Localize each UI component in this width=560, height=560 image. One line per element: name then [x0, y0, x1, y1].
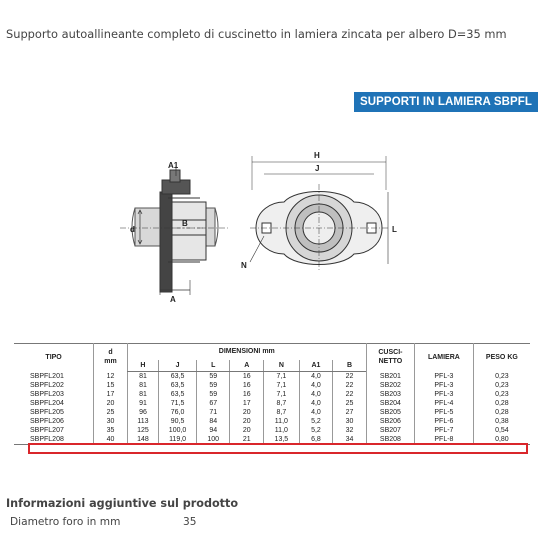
table-cell: 67 — [196, 399, 230, 408]
table-cell: 4,0 — [299, 381, 333, 390]
table-cell: 17 — [230, 399, 264, 408]
table-cell: 0,28 — [473, 408, 530, 417]
table-cell: 4,0 — [299, 372, 333, 382]
table-cell: 17 — [94, 390, 128, 399]
table-cell: SB205 — [366, 408, 414, 417]
table-cell: SB207 — [366, 426, 414, 435]
table-cell: 25 — [94, 408, 128, 417]
header-d: d mm — [94, 343, 128, 372]
table-cell: PFL-4 — [415, 399, 474, 408]
table-cell: SB201 — [366, 372, 414, 382]
table-cell: 63,5 — [159, 372, 197, 382]
table-row — [14, 435, 530, 445]
table-cell: 30 — [333, 417, 367, 426]
table-cell: 5,2 — [299, 417, 333, 426]
table-cell: 91 — [127, 399, 158, 408]
table-cell: PFL-3 — [415, 390, 474, 399]
table-cell: PFL-6 — [415, 417, 474, 426]
table-cell: 22 — [333, 372, 367, 382]
table-cell: SBPFL208 — [14, 435, 94, 445]
table-cell: SB206 — [366, 417, 414, 426]
table-row — [14, 390, 530, 399]
header-dimensioni: DIMENSIONI mm — [127, 343, 366, 360]
table-cell: 22 — [333, 381, 367, 390]
catalog-banner: SUPPORTI IN LAMIERA SBPFL — [354, 92, 538, 112]
table-cell: 0,80 — [473, 435, 530, 445]
table-cell: 27 — [333, 408, 367, 417]
table-cell: 20 — [230, 417, 264, 426]
label-n: N — [241, 261, 247, 270]
table-cell: 4,0 — [299, 399, 333, 408]
info-label: Diametro foro in mm — [10, 516, 121, 528]
table-row — [14, 399, 530, 408]
label-a1: A1 — [168, 161, 179, 170]
table-cell: 63,5 — [159, 381, 197, 390]
header-b: B — [333, 360, 367, 372]
table-cell: 20 — [94, 399, 128, 408]
table-cell: 4,0 — [299, 408, 333, 417]
table-cell: 13,5 — [264, 435, 300, 445]
header-l: L — [196, 360, 230, 372]
table-cell: SBPFL204 — [30, 400, 64, 407]
table-cell: 0,38 — [473, 417, 530, 426]
table-cell: 59 — [196, 390, 230, 399]
table-cell: 90,5 — [159, 417, 197, 426]
header-a: A — [230, 360, 264, 372]
table-cell: 20 — [230, 426, 264, 435]
table-cell: SB202 — [366, 381, 414, 390]
table-cell: 40 — [94, 435, 128, 445]
table-cell: 15 — [94, 381, 128, 390]
table-cell: 16 — [230, 372, 264, 382]
table-cell: 148 — [127, 435, 158, 445]
table-cell: SBPFL206 — [30, 418, 64, 425]
table-cell: PFL-8 — [415, 435, 474, 445]
table-cell: 125 — [127, 426, 158, 435]
table-cell: 76,0 — [159, 408, 197, 417]
table-cell: 35 — [94, 426, 128, 435]
table-cell: 30 — [94, 417, 128, 426]
table-cell: 7,1 — [264, 390, 300, 399]
table-cell: 0,23 — [473, 381, 530, 390]
product-title: Supporto autoallineante completo di cuscinetto in lamiera zincata per albero D=35 mm — [6, 27, 507, 41]
table-cell: PFL-7 — [415, 426, 474, 435]
table-row — [14, 372, 530, 382]
table-cell: SB204 — [366, 399, 414, 408]
header-j: J — [159, 360, 197, 372]
table-cell: 16 — [230, 390, 264, 399]
table-cell: SBPFL201 — [30, 372, 64, 380]
front-view-drawing — [250, 156, 390, 272]
table-cell: 81 — [127, 372, 158, 382]
table-cell: 0,28 — [473, 399, 530, 408]
specifications-table — [14, 343, 530, 445]
table-cell: 113 — [127, 417, 158, 426]
table-cell: 5,2 — [299, 426, 333, 435]
table-cell: PFL-5 — [415, 408, 474, 417]
table-cell: PFL-3 — [415, 372, 474, 382]
table-cell: 71 — [196, 408, 230, 417]
table-cell: 11,0 — [264, 417, 300, 426]
header-cuscinetto: CUSCI- NETTO — [366, 343, 414, 372]
label-l: L — [392, 225, 397, 234]
table-cell: 71,5 — [159, 399, 197, 408]
table-cell: 0,23 — [473, 372, 530, 382]
table-cell: 4,0 — [299, 390, 333, 399]
header-peso: PESO KG — [473, 343, 530, 372]
table-cell: 63,5 — [159, 390, 197, 399]
table-cell: 12 — [94, 372, 128, 382]
table-cell: 59 — [196, 372, 230, 382]
table-cell: SBPFL207 — [30, 427, 64, 434]
table-cell: 11,0 — [264, 426, 300, 435]
table-cell: 0,23 — [473, 390, 530, 399]
table-row — [14, 408, 530, 417]
header-n: N — [264, 360, 300, 372]
header-tipo: TIPO — [45, 353, 62, 361]
table-row — [14, 381, 530, 390]
table-cell: 100 — [196, 435, 230, 445]
label-j: J — [315, 164, 320, 173]
info-section-title: Informazioni aggiuntive sul prodotto — [6, 497, 239, 510]
label-a: A — [170, 295, 176, 304]
table-cell: 20 — [230, 408, 264, 417]
table-cell: 84 — [196, 417, 230, 426]
table-cell: 8,7 — [264, 399, 300, 408]
table-cell: 59 — [196, 381, 230, 390]
table-cell: 81 — [127, 381, 158, 390]
table-row — [14, 417, 530, 426]
table-cell: 7,1 — [264, 372, 300, 382]
table-cell: PFL-3 — [415, 381, 474, 390]
header-lamiera: LAMIERA — [415, 343, 474, 372]
table-cell: SBPFL203 — [30, 391, 64, 398]
table-cell: 22 — [333, 390, 367, 399]
header-a1: A1 — [299, 360, 333, 372]
table-cell: 25 — [333, 399, 367, 408]
table-cell: 8,7 — [264, 408, 300, 417]
label-h: H — [314, 151, 320, 160]
label-b: B — [182, 219, 188, 228]
table-cell: 21 — [230, 435, 264, 445]
table-row — [14, 426, 530, 435]
technical-drawing — [0, 140, 560, 310]
header-h: H — [127, 360, 158, 372]
table-cell: 119,0 — [159, 435, 197, 445]
table-cell: SBPFL205 — [30, 409, 64, 416]
info-value: 35 — [183, 516, 197, 528]
table-cell: 96 — [127, 408, 158, 417]
table-cell: SB203 — [366, 390, 414, 399]
table-cell: 0,54 — [473, 426, 530, 435]
table-cell: 100,0 — [159, 426, 197, 435]
table-cell: 7,1 — [264, 381, 300, 390]
table-cell: 34 — [333, 435, 367, 445]
table-cell: 81 — [127, 390, 158, 399]
table-cell: 32 — [333, 426, 367, 435]
side-view-drawing — [120, 166, 230, 295]
label-d: d — [130, 225, 135, 234]
table-cell: SB208 — [366, 435, 414, 445]
table-cell: 94 — [196, 426, 230, 435]
table-cell: 16 — [230, 381, 264, 390]
table-cell: 6,8 — [299, 435, 333, 445]
table-cell: SBPFL202 — [30, 382, 64, 389]
